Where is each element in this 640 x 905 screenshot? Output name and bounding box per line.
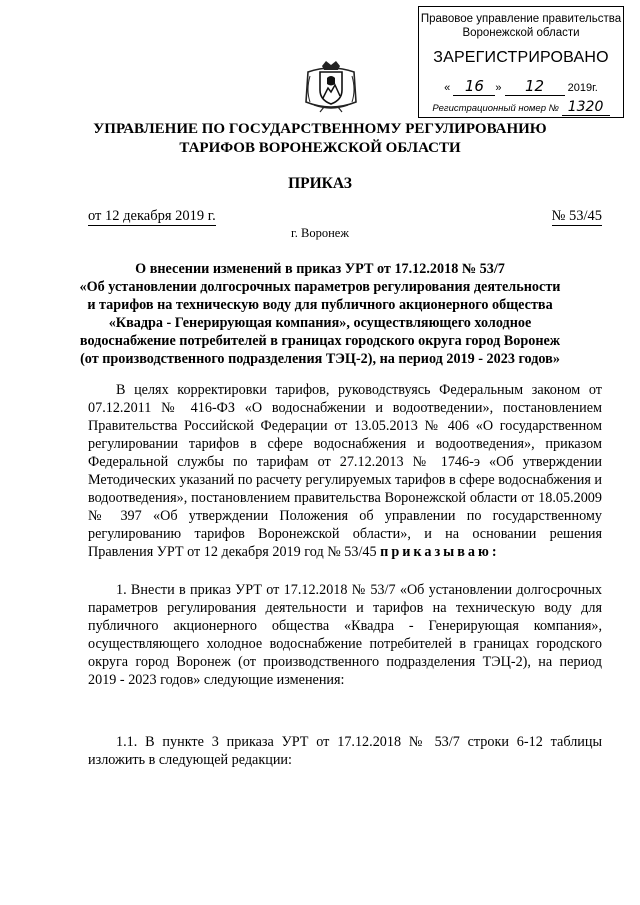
- stamp-date-day: 16: [453, 77, 495, 96]
- stamp-date-close-quote: »: [495, 82, 502, 94]
- stamp-reg: [419, 99, 623, 116]
- city: г. Воронеж: [291, 226, 349, 240]
- stamp-reg-label: Регистрационный номер №: [432, 103, 559, 114]
- order-number: [552, 208, 603, 226]
- stamp-date-month: 12: [505, 77, 565, 96]
- subject-line: «Квадра - Генерирующая компания», осуществляющего холодное: [108, 315, 532, 331]
- stamp-date-year: 2019г.: [567, 82, 598, 94]
- subject-line: О внесении изменений в приказ УРТ от 17.12.2018 № 53/7: [135, 261, 505, 277]
- registration-stamp: [418, 6, 624, 118]
- stamp-date-open-quote: «: [444, 82, 451, 94]
- order-number-text: № 53/45: [551, 208, 602, 224]
- subject-line: (от производственного подразделения ТЭЦ-2), на период 2019 - 2023 годов»: [80, 351, 560, 367]
- preamble-text: В целях корректировки тарифов, руководствуясь Федеральным законом от 07.12.2011 № 416-ФЗ «О водоснабжении и водоотведении», постановлением Правительства Российской Федерации от 13.05.2013 № 406 «О государственном регулировании тарифов в сфере водоснабжения и водоотведения», приказом Федеральной службы по тарифам от 27.12.2013 № 1746-э «Об утверждении Методических указаний по расчету регулируемых тарифов в сфере водоснабжения и водоотведения», постановлением правительства Воронежской области от 18.05.2009 № 397 «Об утверждении Положения об управлении по государственному регулированию тарифов Воронежской области», и на основании решения Правления УРТ от 12 декабря 2019 год № 53/45: [88, 382, 602, 560]
- order-date-text: от 12 декабря 2019 г.: [88, 208, 216, 224]
- subject-line: «Об установлении долгосрочных параметров регулирования деятельности: [79, 279, 561, 295]
- document-type: ПРИКАЗ: [288, 175, 352, 192]
- stamp-reg-number: 1320: [562, 99, 610, 116]
- subject-line: водоснабжение потребителей в границах городского округа город Воронеж: [79, 333, 561, 349]
- stamp-org-line2: Воронежской области: [462, 27, 580, 39]
- coat-of-arms-icon: [302, 58, 360, 114]
- stamp-date: [419, 77, 623, 96]
- organization-line2: ТАРИФОВ ВОРОНЕЖСКОЙ ОБЛАСТИ: [179, 140, 461, 156]
- organization-name: [0, 120, 640, 158]
- clause-1-paragraph: 1. Внести в приказ УРТ от 17.12.2018 № 53/7 «Об установлении долгосрочных параметров регулирования деятельности и тарифов на техническую воду для публичного акционерного общества «Квадра - Генерирующая компания», осуществляющего холодное водоснабжение потребителей в границах городского округа город Воронеж (от производственного подразделения ТЭЦ-2), на период 2019 - 2023 годов» следующие изменения:: [88, 582, 602, 688]
- order-keyword: приказываю:: [380, 544, 500, 560]
- order-subject: [0, 260, 640, 368]
- subject-line: и тарифов на техническую воду для публичного акционерного общества: [87, 297, 553, 313]
- preamble-paragraph: [88, 381, 602, 561]
- clause-1-1-paragraph: 1.1. В пункте 3 приказа УРТ от 17.12.2018 № 53/7 строки 6-12 таблицы изложить в следующей редакции:: [88, 734, 602, 768]
- organization-line1: УПРАВЛЕНИЕ ПО ГОСУДАРСТВЕННОМУ РЕГУЛИРОВАНИЮ: [93, 121, 547, 137]
- order-date: [88, 208, 216, 226]
- stamp-org-line1: Правовое управление правительства: [420, 13, 622, 25]
- stamp-title: ЗАРЕГИСТРИРОВАНО: [433, 49, 609, 66]
